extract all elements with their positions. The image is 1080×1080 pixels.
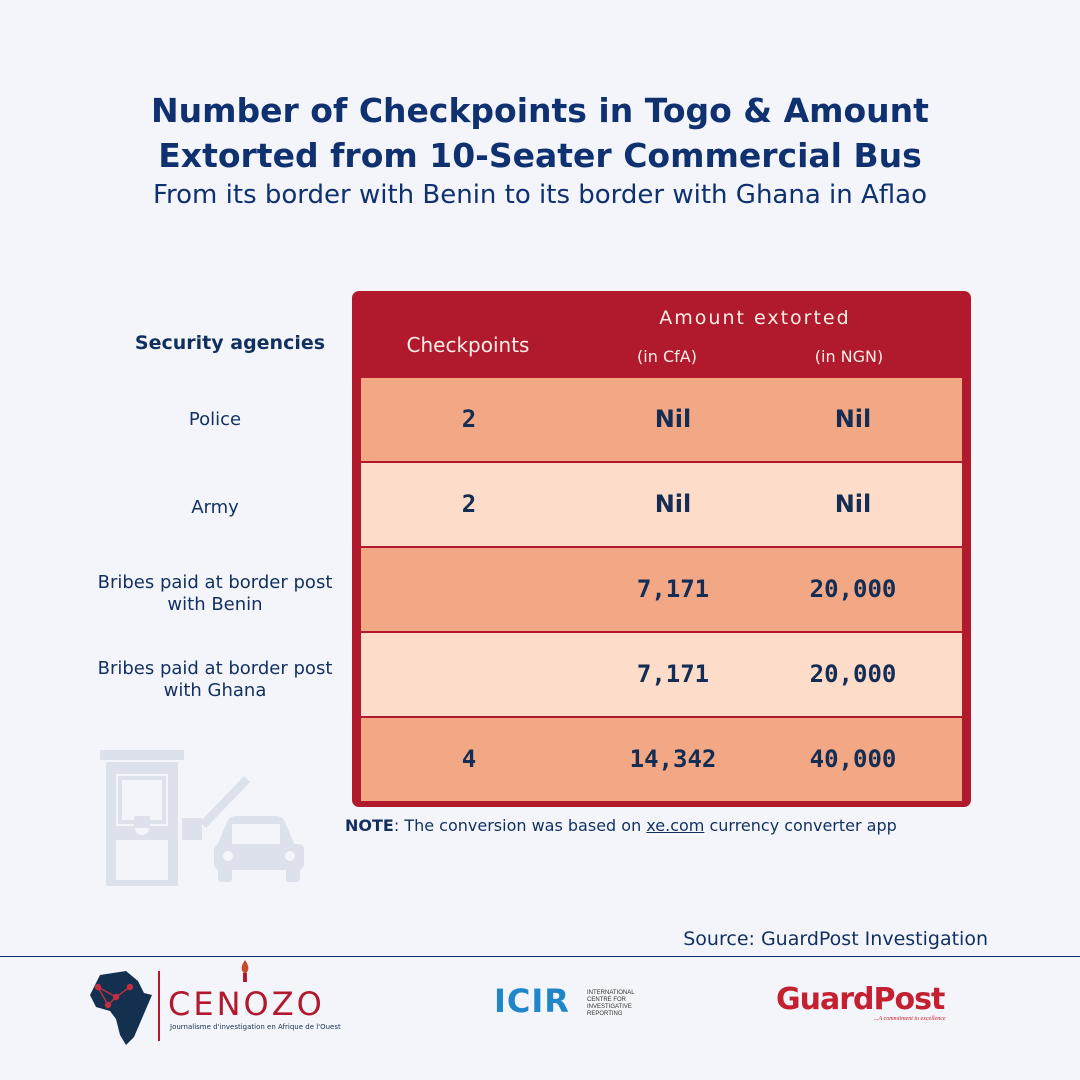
title-line-1: Number of Checkpoints in Togo & Amount xyxy=(151,91,929,130)
column-header-amount-extorted: Amount extorted xyxy=(659,307,851,329)
icir-logo xyxy=(494,982,664,1026)
cell-ngn: 20,000 xyxy=(809,575,897,603)
africa-map-icon xyxy=(86,965,158,1047)
torch-icon xyxy=(238,960,252,982)
cell-ngn: Nil xyxy=(834,405,872,433)
table-row xyxy=(361,633,962,716)
icir-tagline: INTERNATIONAL CENTRE FOR INVESTIGATIVE REPORTING xyxy=(587,990,635,1017)
icir-wordmark: ICIR xyxy=(494,982,570,1020)
guardpost-logo xyxy=(776,980,956,1030)
source-credit: Source: GuardPost Investigation xyxy=(683,928,988,950)
cell-checkpoints xyxy=(409,548,529,631)
table-row xyxy=(361,463,962,546)
note-label: NOTE xyxy=(345,816,394,835)
cell-cfa: 7,171 xyxy=(636,575,710,603)
agency-label: Bribes paid at border post with Benin xyxy=(97,572,333,615)
cenozo-logo xyxy=(86,965,356,1050)
checkpoint-illustration-icon xyxy=(96,746,311,888)
agency-label: Police xyxy=(188,409,242,430)
note-text-end: currency converter app xyxy=(704,816,897,835)
agency-label: Army xyxy=(191,497,239,518)
footer-divider xyxy=(0,956,1080,957)
table-row xyxy=(361,548,962,631)
cell-cfa: 14,342 xyxy=(629,745,717,773)
cenozo-tagline: Journalisme d'investigation en Afrique de l'Ouest xyxy=(170,1023,341,1031)
cell-ngn: 20,000 xyxy=(809,660,897,688)
guardpost-wordmark: GuardPost xyxy=(776,982,945,1017)
cell-cfa: Nil xyxy=(654,405,692,433)
cell-ngn: 40,000 xyxy=(809,745,897,773)
column-header-checkpoints: Checkpoints xyxy=(406,333,530,357)
note-text: : The conversion was based on xyxy=(393,816,647,835)
column-header-security-agencies: Security agencies xyxy=(134,332,326,354)
table-row xyxy=(361,378,962,461)
cell-checkpoints: 4 xyxy=(461,745,477,773)
cell-cfa: 7,171 xyxy=(636,660,710,688)
cell-checkpoints xyxy=(409,633,529,716)
chart-subtitle: From its border with Benin to its border with Ghana in Aflao xyxy=(152,180,928,210)
cell-cfa: Nil xyxy=(654,490,692,518)
conversion-note xyxy=(345,816,1045,835)
title-line-2: Extorted from 10-Seater Commercial Bus xyxy=(158,136,922,175)
cenozo-wordmark: CENOZO xyxy=(168,985,325,1023)
xe-link[interactable]: xe.com xyxy=(646,816,705,835)
agency-label: Bribes paid at border post with Ghana xyxy=(97,658,333,701)
table-row-total xyxy=(361,718,962,801)
guardpost-tagline: ...A commitment to excellence xyxy=(874,1016,946,1022)
chart-title xyxy=(0,88,1080,178)
column-header-ngn: (in NGN) xyxy=(814,347,884,366)
cell-ngn: Nil xyxy=(834,490,872,518)
data-table xyxy=(352,291,971,807)
column-header-cfa: (in CfA) xyxy=(637,347,697,366)
cell-checkpoints: 2 xyxy=(461,405,477,433)
cell-checkpoints: 2 xyxy=(461,490,477,518)
